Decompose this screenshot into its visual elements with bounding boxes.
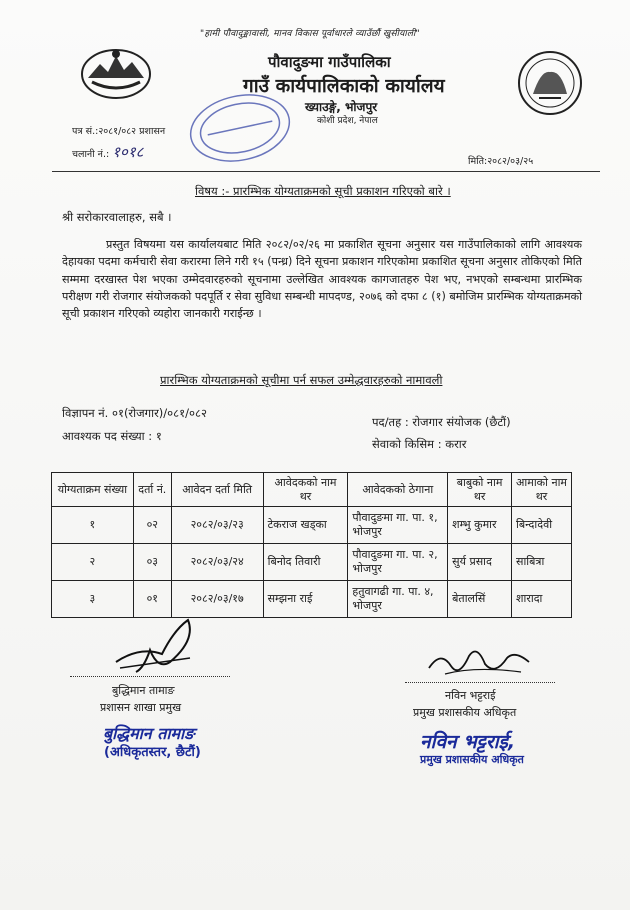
table-row [52, 544, 572, 581]
cell-date: २०८२/०३/२४ [171, 544, 263, 581]
signature-line-right [405, 682, 555, 683]
header-reg-no: दर्ता नं. [133, 473, 171, 507]
nepal-emblem-icon [78, 42, 154, 102]
cell-mother: साबित्रा [512, 544, 572, 581]
dispatch-number: चलानी नं.: १०१८ [72, 143, 144, 161]
cell-address: पौवादुङमा गा. पा. २, भोजपुर [348, 544, 448, 581]
name-stamp-right: नविन भट्टराई, [420, 731, 516, 753]
cell-rank: ३ [52, 581, 134, 618]
header-applicant-name: आवेदकको नाम थर [263, 473, 348, 507]
name-stamp-right-title: प्रमुख प्रशासकीय अधिकृत [420, 753, 524, 766]
motto: "हामी पौवादुङ्मावासी, मानव विकास पूर्वाधारले व्याउँछौं खुसीयाली" [200, 29, 420, 39]
cell-mother: बिन्दादेवी [512, 507, 572, 544]
signature-left [110, 610, 200, 680]
office-name: गाउँ कार्यपालिकाको कार्यालय [243, 75, 445, 97]
body-paragraph: प्रस्तुत विषयमा यस कार्यालयबाट मिति २०८२/०२/२६ मा प्रकाशित सूचना अनुसार यस गाउँपालिकाको लागि आवश्यक देहायका पदमा कर्मचारी सेवा करारमा लिने गरी १५ (पन्ध्र) दिने सूचना प्रकाशन गरिएकोमा प्रकाशित सूचना अनुसार तोकिएको मिति सम्ममा दरखास्त पेश भएका उम्मेदवारहरुको सूचनामा उल्लेखित आवश्यक कागजातहरु पेश भए, नभएको सम्बन्धमा प्रारम्भिक परीक्षण गरी रोजगार संयोजकको पदपूर्ति र सेवा सुविधा सम्बन्धी मापदण्ड, २०७६ को दफा ८ (१) बमोजिम प्रारम्भिक योग्यताक्रमको सूची प्रकाशन गरिएको व्यहोरा जानकारी गराईन्छ । [62, 238, 582, 321]
signatory-right-name: नविन भट्टराई [445, 689, 496, 702]
cell-address: पौवादुङमा गा. पा. १, भोजपुर [348, 507, 448, 544]
service-type: सेवाको किसिम : करार [372, 437, 467, 451]
salutation: श्री सरोकारवालाहरु, सबै । [62, 210, 172, 224]
office-stamp [185, 88, 295, 168]
cell-name: बिनोद तिवारी [263, 544, 348, 581]
header-rank: योग्यताक्रम संख्या [52, 473, 134, 507]
required-posts: आवश्यक पद संख्या : १ [62, 429, 162, 443]
header-father-name: बाबुको नाम थर [448, 473, 512, 507]
signature-line-left [70, 676, 230, 677]
signature-right [425, 636, 535, 686]
cell-reg-no: ०१ [133, 581, 171, 618]
signatory-left-name: बुद्धिमान तामाङ [112, 684, 175, 697]
table-row [52, 507, 572, 544]
list-heading: प्रारम्भिक योग्यताक्रमको सूचीमा पर्न सफल उम्मेद्धवारहरुको नामावली [160, 373, 443, 387]
candidate-table [51, 472, 572, 618]
cell-date: २०८२/०३/१७ [171, 581, 263, 618]
header-divider [52, 171, 600, 172]
letter-date: मिति:२०८२/०३/२५ [468, 156, 534, 167]
province: कोशी प्रदेश, नेपाल [317, 116, 378, 126]
cell-reg-no: ०३ [133, 544, 171, 581]
cell-rank: २ [52, 544, 134, 581]
header-address: आवेदकको ठेगाना [348, 473, 448, 507]
cell-father: शम्भु कुमार [448, 507, 512, 544]
cell-reg-no: ०२ [133, 507, 171, 544]
cell-date: २०८२/०३/२३ [171, 507, 263, 544]
signatory-right-title: प्रमुख प्रशासकीय अधिकृत [413, 706, 517, 719]
advertisement-number: विज्ञापन नं. ०१(रोजगार)/०८१/०८२ [62, 406, 207, 420]
cell-father: बेतालसिं [448, 581, 512, 618]
cell-rank: १ [52, 507, 134, 544]
header-application-date: आवेदन दर्ता मिति [171, 473, 263, 507]
signatory-left-title: प्रशासन शाखा प्रमुख [100, 701, 182, 714]
cell-address: हतुवागढी गा. पा. ४, भोजपुर [348, 581, 448, 618]
municipality-logo-icon [515, 50, 585, 116]
cell-mother: शारादा [512, 581, 572, 618]
cell-name: सम्झना राई [263, 581, 348, 618]
table-header-row [52, 473, 572, 507]
cell-name: टेकराज खड्का [263, 507, 348, 544]
cell-father: सुर्य प्रसाद [448, 544, 512, 581]
municipality-name: पौवादुङमा गाउँपालिका [268, 53, 391, 71]
office-address: ख्याउङ्गे, भोजपुर [305, 100, 378, 114]
post-level: पद/तह : रोजगार संयोजक (छैटौं) [372, 415, 511, 429]
name-stamp-left: बुद्धिमान तामाङ [103, 724, 195, 743]
name-stamp-left-title: (अधिकृतस्तर, छैटौं) [104, 745, 201, 760]
subject-line: विषय :- प्रारम्भिक योग्यताक्रमको सूची प्रकाशन गरिएको बारे । [195, 184, 451, 198]
letter-number: पत्र सं.:२०८१/०८२ प्रशासन [72, 126, 166, 137]
header-mother-name: आमाको नाम थर [512, 473, 572, 507]
